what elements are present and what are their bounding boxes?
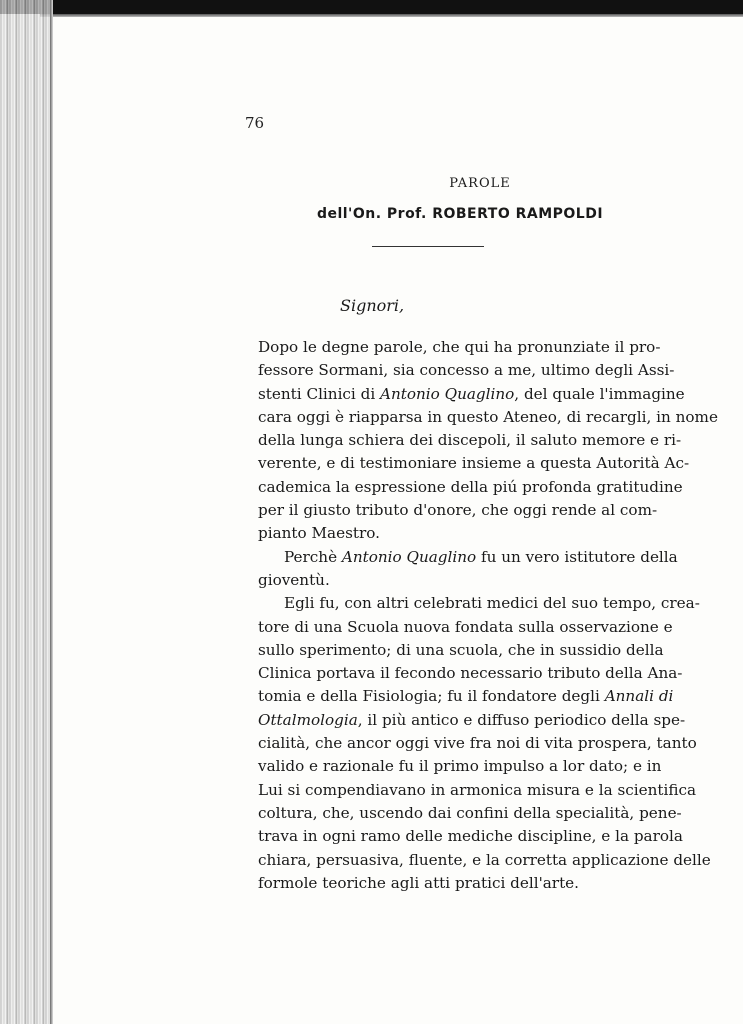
text-line: coltura, che, uscendo dai confini della specialità, pene-	[258, 803, 682, 822]
text-line: valido e razionale fu il primo impulso a lor dato; e in	[258, 757, 662, 776]
text-line: chiara, persuasiva, fluente, e la corretta applicazione delle	[258, 850, 711, 869]
text-line: Dopo le degne parole, che qui ha pronunziate il pro-	[258, 338, 661, 356]
text-line: della lunga schiera dei discepoli, il saluto memore e ri-	[258, 431, 682, 450]
text-line: formole teoriche agli atti pratici dell'arte.	[258, 873, 579, 892]
text-line: gioventù.	[258, 570, 330, 589]
text-line: Egli fu, con altri celebrati medici del suo tempo, crea-	[284, 594, 700, 613]
page-number: 76	[245, 114, 265, 132]
author-heading: dell'On. Prof. ROBERTO RAMPOLDI	[316, 206, 604, 222]
scan-top-edge	[0, 0, 743, 14]
text-line: Ottalmologia, il più antico e diffuso periodico della spe-	[258, 710, 686, 729]
text-line: tomia e della Fisiologia; fu il fondatore degli Annali di	[258, 687, 674, 706]
salutation: Signori,	[340, 296, 405, 315]
text-line: stenti Clinici di Antonio Quaglino, del quale l'immagine	[258, 384, 685, 403]
text-line: cialità, che ancor oggi vive fra noi di vita prospera, tanto	[258, 734, 697, 753]
text-line: sullo sperimento; di una scuola, che in sussidio della	[258, 640, 664, 659]
binding-shadow	[50, 0, 53, 1024]
text-line: Clinica portava il fecondo necessario tributo della Ana-	[258, 664, 683, 683]
heading-divider	[372, 246, 484, 247]
body-text	[258, 336, 718, 895]
text-line: fessore Sormani, sia concesso a me, ultimo degli Assi-	[258, 361, 675, 380]
section-title: PAROLE	[449, 176, 511, 191]
text-line: per il giusto tributo d'onore, che oggi rende al com-	[258, 501, 658, 520]
text-line: pianto Maestro.	[258, 524, 380, 543]
text-line: cara oggi è riapparsa in questo Ateneo, di recargli, in nome	[258, 407, 718, 426]
text-line: cademica la espressione della piú profonda gratitudine	[258, 477, 683, 496]
scan-top-rule	[40, 14, 743, 17]
text-line: verente, e di testimoniare insieme a questa Autorità Ac-	[258, 454, 690, 473]
text-line: trava in ogni ramo delle mediche discipline, e la parola	[258, 827, 683, 846]
text-line: Lui si compendiavano in armonica misura e la scientifica	[258, 780, 697, 799]
text-line: Perchè Antonio Quaglino fu un vero istitutore della	[284, 547, 678, 566]
text-line: tore di una Scuola nuova fondata sulla osservazione e	[258, 617, 673, 636]
book-binding-edge	[0, 0, 50, 1024]
